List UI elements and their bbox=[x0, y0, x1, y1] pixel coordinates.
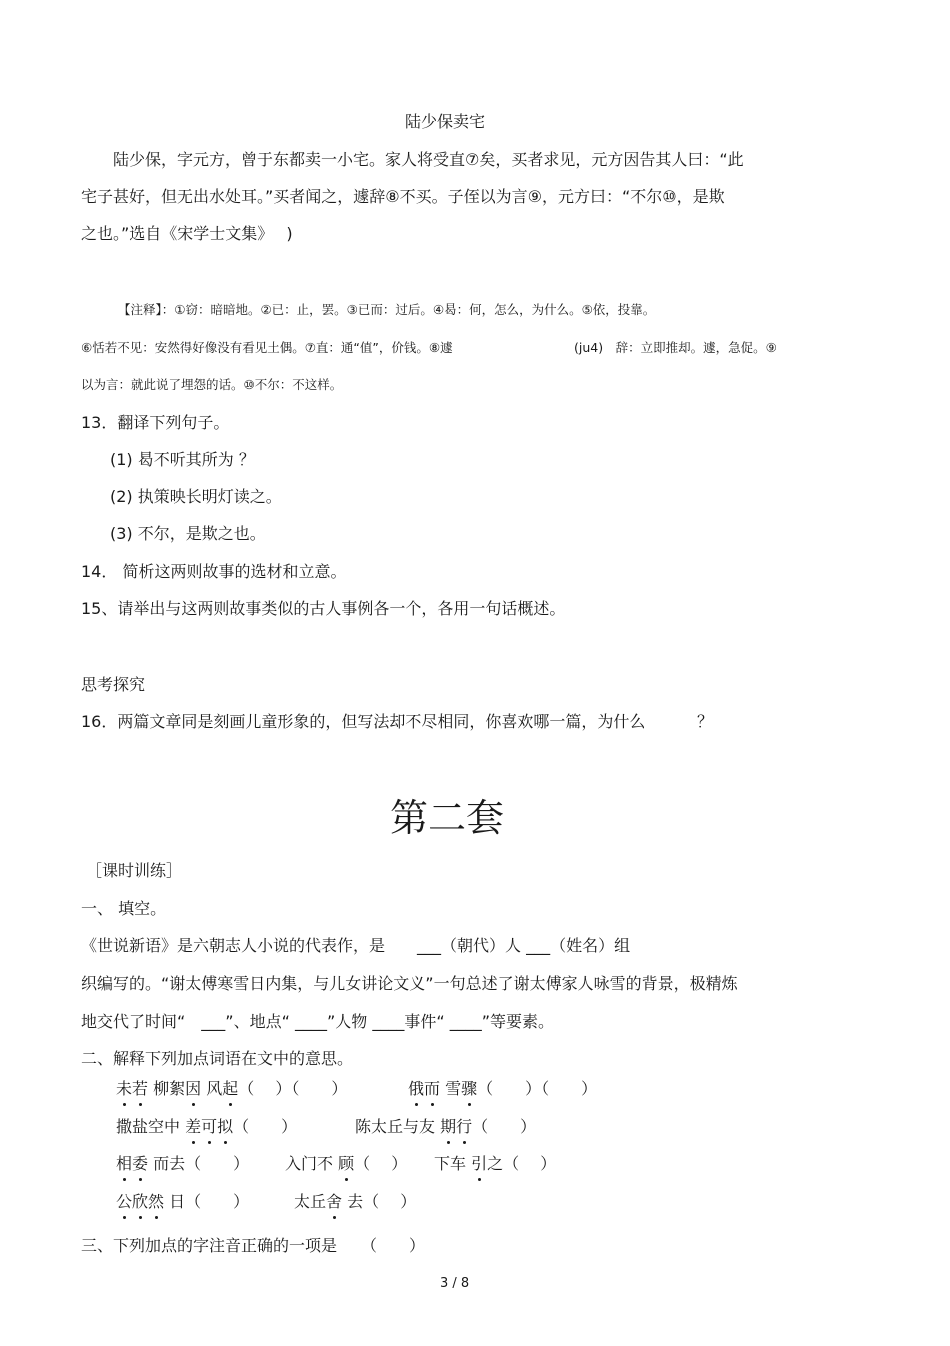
dotted-char: 未 bbox=[116, 1079, 133, 1098]
plain-text: 下车 bbox=[434, 1154, 472, 1173]
dotted-char: 而 bbox=[424, 1079, 441, 1098]
fill-line-3: 地交代了时间“ ___”、地点“ ____”人物 ____事件“ ____”等要素。 bbox=[81, 1012, 554, 1031]
question-15: 15、请举出与这两则故事类似的古人事例各一个，各用一句话概述。 bbox=[81, 599, 566, 618]
question-13-2: (2) 执策映长明灯读之。 bbox=[110, 487, 282, 506]
blank-parens: 而去（ ） bbox=[148, 1154, 250, 1173]
explain-item-1 bbox=[116, 1079, 347, 1099]
fill-line-1: 《世说新语》是六朝志人小说的代表作，是 ___（朝代）人 ___（姓名）组 bbox=[81, 936, 631, 955]
dotted-char: 若 bbox=[132, 1079, 149, 1098]
explain-item-6 bbox=[285, 1154, 407, 1174]
page-number: 3 / 8 bbox=[440, 1276, 470, 1291]
plain-text: 雪 bbox=[440, 1079, 462, 1098]
plain-text: 陈太丘与友 bbox=[355, 1117, 441, 1136]
section-2-title: 二、解释下列加点词语在文中的意思。 bbox=[81, 1049, 354, 1068]
dotted-char: 委 bbox=[132, 1154, 149, 1173]
dotted-char: 期 bbox=[440, 1117, 457, 1136]
fill-line-2: 织编写的。“谢太傅寒雪日内集，与儿女讲论文义”一句总述了谢太傅家人咏雪的背景，极精炼 bbox=[81, 974, 738, 993]
blank-parens: （ ） bbox=[472, 1117, 537, 1136]
passage-line-1: 陆少保，字元方，曾于东都卖一小宅。家人将受直⑦矣，买者求见，元方因告其人曰：“此 bbox=[113, 150, 744, 169]
blank-parens: 日（ ） bbox=[164, 1192, 250, 1211]
passage-line-2: 宅子甚好，但无出水处耳。”买者闻之，遽辞⑧不买。子侄以为言⑨，元方曰：“不尔⑩，是欺 bbox=[81, 187, 725, 206]
plain-text: 入门不 bbox=[285, 1154, 339, 1173]
dotted-char: 俄 bbox=[408, 1079, 425, 1098]
dotted-char: 引 bbox=[471, 1154, 488, 1173]
explain-item-5 bbox=[116, 1154, 249, 1174]
plain-text: 太丘 bbox=[294, 1192, 327, 1211]
notes-line-3: 以为言：就此说了埋怨的话。⑩不尔：不这样。 bbox=[81, 377, 343, 392]
dotted-char: 因 bbox=[185, 1079, 202, 1098]
question-16-mark: ？ bbox=[697, 712, 714, 731]
question-13: 13．翻译下列句子。 bbox=[81, 413, 230, 432]
dotted-char: 舍 bbox=[326, 1192, 343, 1211]
question-13-3: (3) 不尔，是欺之也。 bbox=[110, 524, 266, 543]
dotted-char: 起 bbox=[222, 1079, 239, 1098]
section-3-title: 三、下列加点的字注音正确的一项是 （ ） bbox=[81, 1236, 426, 1255]
blank-parens: （ ）（ ） bbox=[477, 1079, 598, 1098]
passage-title: 陆少保卖宅 bbox=[405, 112, 486, 131]
training-label: ［课时训练］ bbox=[86, 861, 183, 880]
notes-line-1: 【注释】：①窃：暗暗地。②已：止，罢。③已而：过后。④曷：何，怎么，为什么。⑤依，投靠。 bbox=[118, 302, 656, 317]
dotted-char: 可 bbox=[201, 1117, 218, 1136]
explain-item-7 bbox=[434, 1154, 556, 1174]
dotted-char: 相 bbox=[116, 1154, 133, 1173]
question-16: 16．两篇文章同是刻画儿童形象的，但写法却不尽相同，你喜欢哪一篇，为什么 bbox=[81, 712, 646, 731]
plain-text: 柳絮 bbox=[148, 1079, 186, 1098]
plain-text: 风 bbox=[201, 1079, 223, 1098]
blank-parens: 之（ ） bbox=[487, 1154, 557, 1173]
explain-item-4 bbox=[355, 1117, 536, 1137]
dotted-char: 然 bbox=[148, 1192, 165, 1211]
dotted-char: 差 bbox=[185, 1117, 202, 1136]
dotted-char: 欣 bbox=[132, 1192, 149, 1211]
dotted-char: 公 bbox=[116, 1192, 133, 1211]
blank-parens: （ ） bbox=[354, 1154, 408, 1173]
notes-line-2b: (ju4) 辞：立即推却。遽，急促。⑨ bbox=[574, 340, 777, 355]
blank-parens: 去（ ） bbox=[342, 1192, 417, 1211]
section-1-title: 一、 填空。 bbox=[81, 899, 167, 918]
blank-parens: （ ）（ ） bbox=[238, 1079, 348, 1098]
question-14: 14． 简析这两则故事的选材和立意。 bbox=[81, 562, 347, 581]
passage-line-3: 之也。”选自《宋学士文集》 ) bbox=[81, 224, 293, 243]
plain-text: 撒盐空中 bbox=[116, 1117, 186, 1136]
explain-item-2 bbox=[408, 1079, 597, 1099]
think-explore-title: 思考探究 bbox=[81, 675, 146, 694]
dotted-char: 顾 bbox=[338, 1154, 355, 1173]
dotted-char: 拟 bbox=[217, 1117, 234, 1136]
explain-item-9 bbox=[294, 1192, 416, 1212]
dotted-char: 行 bbox=[456, 1117, 473, 1136]
explain-item-8 bbox=[116, 1192, 249, 1212]
question-13-1: (1) 曷不听其所为 ？ bbox=[110, 450, 255, 469]
dotted-char: 骤 bbox=[461, 1079, 478, 1098]
notes-line-2a: ⑥恬若不见：安然得好像没有看见土偶。⑦直：通“值”，价钱。⑧遽 bbox=[81, 340, 453, 355]
explain-item-3 bbox=[116, 1117, 297, 1137]
set2-heading: 第二套 bbox=[390, 796, 505, 840]
blank-parens: （ ） bbox=[233, 1117, 298, 1136]
